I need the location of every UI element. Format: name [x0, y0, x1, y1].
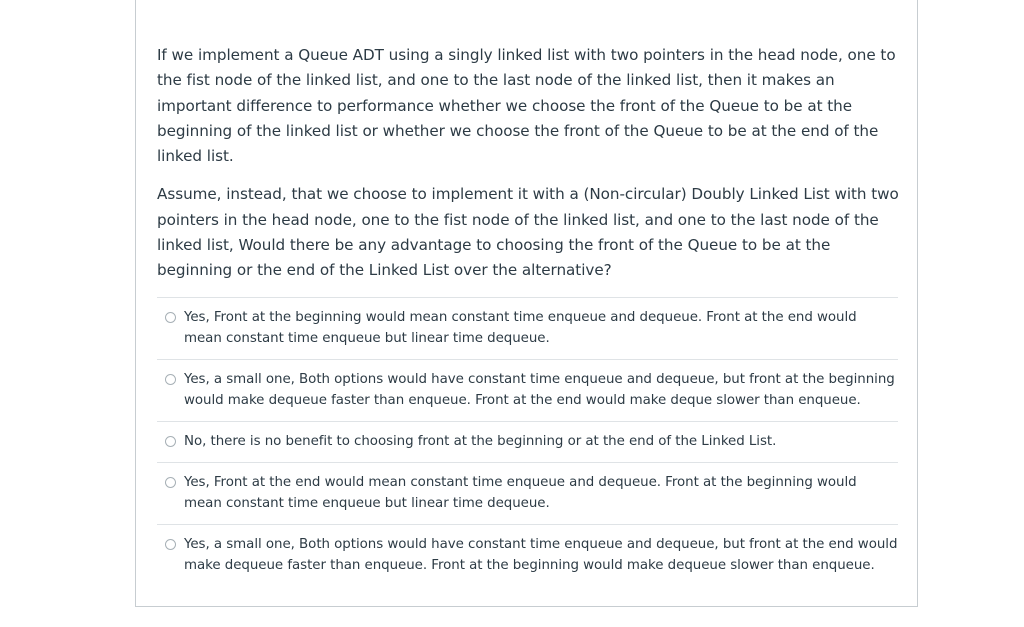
answer-option-5[interactable] — [157, 524, 898, 586]
answer-label[interactable]: No, there is no benefit to choosing front at the beginning or at the end of the Linked List. — [184, 434, 777, 449]
answer-label[interactable]: Yes, a small one, Both options would have constant time enqueue and dequeue, but front at the end would make dequeue faster than enqueue. Front at the beginning would make dequeue slower than enqueue. — [184, 537, 898, 573]
radio-button-icon[interactable] — [165, 312, 176, 323]
question-card — [135, 0, 918, 607]
answer-label[interactable]: Yes, Front at the end would mean constant time enqueue and dequeue. Front at the beginning would mean constant time enqueue but linear time dequeue. — [184, 475, 857, 511]
radio-button-icon[interactable] — [165, 539, 176, 550]
answer-list — [157, 297, 898, 586]
radio-button-icon[interactable] — [165, 477, 176, 488]
answer-option-4[interactable] — [157, 462, 898, 524]
answer-option-3[interactable] — [157, 421, 898, 462]
radio-button-icon[interactable] — [165, 436, 176, 447]
question-paragraph-1: If we implement a Queue ADT using a singly linked list with two pointers in the head node, one to the fist node of the linked list, and one to the last node of the linked list, then it makes an important difference to performance whether we choose the front of the Queue to be at the beginning of the linked list or whether we choose the front of the Queue to be at the end of the linked list. — [157, 46, 896, 166]
radio-button-icon[interactable] — [165, 374, 176, 385]
answer-label[interactable]: Yes, Front at the beginning would mean constant time enqueue and dequeue. Front at the end would mean constant time enqueue but linear time dequeue. — [184, 310, 857, 346]
question-paragraph-2: Assume, instead, that we choose to implement it with a (Non-circular) Doubly Linked List with two pointers in the head node, one to the fist node of the linked list, and one to the last node of the linked list, Would there be any advantage to choosing the front of the Queue to be at the beginning or the end of the Linked List over the alternative? — [157, 185, 899, 280]
answer-option-1[interactable] — [157, 297, 898, 359]
answer-option-2[interactable] — [157, 359, 898, 421]
question-text — [157, 43, 902, 284]
answer-label[interactable]: Yes, a small one, Both options would have constant time enqueue and dequeue, but front at the beginning would make dequeue faster than enqueue. Front at the end would make deque slower than enqueue. — [184, 372, 895, 408]
